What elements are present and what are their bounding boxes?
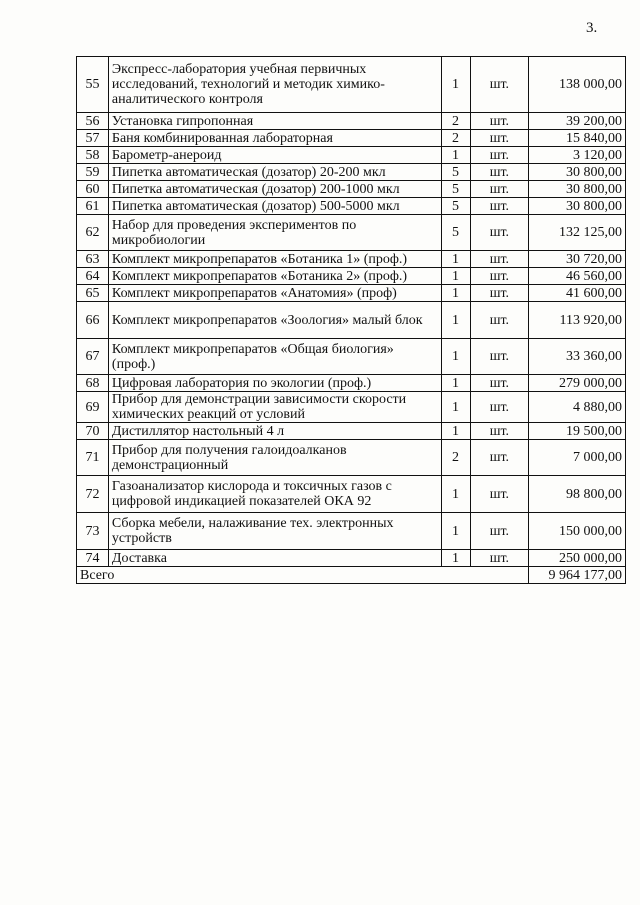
- row-number: 74: [77, 550, 109, 567]
- item-name: Комплект микропрепаратов «Зоология» малый блок: [108, 302, 441, 339]
- item-price: 250 000,00: [529, 550, 626, 567]
- table-row: [77, 513, 626, 550]
- item-quantity: 1: [441, 251, 470, 268]
- item-unit: шт.: [470, 423, 529, 440]
- table-row: [77, 268, 626, 285]
- item-price: 30 800,00: [529, 164, 626, 181]
- item-name: Прибор для демонстрации зависимости скорости химических реакций от условий: [108, 392, 441, 423]
- table-row: [77, 285, 626, 302]
- item-price: 15 840,00: [529, 130, 626, 147]
- item-name: Набор для проведения экспериментов по микробиологии: [108, 215, 441, 251]
- total-label: Всего: [77, 567, 529, 584]
- item-quantity: 1: [441, 57, 470, 113]
- row-number: 55: [77, 57, 109, 113]
- row-number: 72: [77, 476, 109, 513]
- item-unit: шт.: [470, 57, 529, 113]
- row-number: 69: [77, 392, 109, 423]
- item-quantity: 1: [441, 550, 470, 567]
- item-unit: шт.: [470, 476, 529, 513]
- page-number: 3.: [586, 20, 598, 36]
- item-price: 19 500,00: [529, 423, 626, 440]
- item-quantity: 1: [441, 339, 470, 375]
- item-quantity: 1: [441, 392, 470, 423]
- item-name: Пипетка автоматическая (дозатор) 20-200 мкл: [108, 164, 441, 181]
- row-number: 65: [77, 285, 109, 302]
- item-price: 279 000,00: [529, 375, 626, 392]
- item-name: Комплект микропрепаратов «Анатомия» (проф): [108, 285, 441, 302]
- item-name: Барометр-анероид: [108, 147, 441, 164]
- row-number: 61: [77, 198, 109, 215]
- item-unit: шт.: [470, 302, 529, 339]
- row-number: 62: [77, 215, 109, 251]
- row-number: 57: [77, 130, 109, 147]
- item-price: 33 360,00: [529, 339, 626, 375]
- item-name: Пипетка автоматическая (дозатор) 200-1000 мкл: [108, 181, 441, 198]
- item-name: Пипетка автоматическая (дозатор) 500-5000 мкл: [108, 198, 441, 215]
- item-price: 150 000,00: [529, 513, 626, 550]
- item-quantity: 5: [441, 181, 470, 198]
- item-price: 138 000,00: [529, 57, 626, 113]
- item-price: 30 800,00: [529, 181, 626, 198]
- row-number: 68: [77, 375, 109, 392]
- item-name: Доставка: [108, 550, 441, 567]
- table-row: [77, 198, 626, 215]
- item-quantity: 1: [441, 302, 470, 339]
- item-quantity: 1: [441, 147, 470, 164]
- item-unit: шт.: [470, 339, 529, 375]
- table-row: [77, 339, 626, 375]
- item-name: Дистиллятор настольный 4 л: [108, 423, 441, 440]
- row-number: 71: [77, 440, 109, 476]
- item-quantity: 1: [441, 423, 470, 440]
- item-unit: шт.: [470, 130, 529, 147]
- item-unit: шт.: [470, 513, 529, 550]
- item-name: Комплект микропрепаратов «Ботаника 2» (проф.): [108, 268, 441, 285]
- item-price: 41 600,00: [529, 285, 626, 302]
- table-row: [77, 550, 626, 567]
- row-number: 59: [77, 164, 109, 181]
- table-row: [77, 130, 626, 147]
- item-unit: шт.: [470, 550, 529, 567]
- table-row: [77, 181, 626, 198]
- row-number: 70: [77, 423, 109, 440]
- item-unit: шт.: [470, 375, 529, 392]
- row-number: 56: [77, 113, 109, 130]
- item-unit: шт.: [470, 215, 529, 251]
- table-row: [77, 423, 626, 440]
- item-quantity: 1: [441, 513, 470, 550]
- table-row: [77, 57, 626, 113]
- table-row: [77, 215, 626, 251]
- item-quantity: 2: [441, 440, 470, 476]
- item-unit: шт.: [470, 268, 529, 285]
- item-quantity: 1: [441, 375, 470, 392]
- total-row: [77, 567, 626, 584]
- item-name: Установка гипропонная: [108, 113, 441, 130]
- row-number: 58: [77, 147, 109, 164]
- table-row: [77, 147, 626, 164]
- item-quantity: 1: [441, 476, 470, 513]
- table-row: [77, 164, 626, 181]
- item-name: Комплект микропрепаратов «Общая биология» (проф.): [108, 339, 441, 375]
- row-number: 73: [77, 513, 109, 550]
- item-name: Комплект микропрепаратов «Ботаника 1» (проф.): [108, 251, 441, 268]
- item-price: 3 120,00: [529, 147, 626, 164]
- item-unit: шт.: [470, 181, 529, 198]
- item-unit: шт.: [470, 198, 529, 215]
- row-number: 64: [77, 268, 109, 285]
- item-unit: шт.: [470, 164, 529, 181]
- item-unit: шт.: [470, 113, 529, 130]
- table-row: [77, 375, 626, 392]
- table-row: [77, 440, 626, 476]
- item-quantity: 1: [441, 285, 470, 302]
- item-unit: шт.: [470, 147, 529, 164]
- table-row: [77, 251, 626, 268]
- row-number: 60: [77, 181, 109, 198]
- table-row: [77, 476, 626, 513]
- item-name: Газоанализатор кислорода и токсичных газов с цифровой индикацией показателей ОКА 92: [108, 476, 441, 513]
- item-quantity: 2: [441, 130, 470, 147]
- item-price: 30 800,00: [529, 198, 626, 215]
- item-name: Сборка мебели, налаживание тех. электронных устройств: [108, 513, 441, 550]
- item-quantity: 2: [441, 113, 470, 130]
- item-unit: шт.: [470, 251, 529, 268]
- item-unit: шт.: [470, 440, 529, 476]
- item-name: Прибор для получения галоидоалканов демонстрационный: [108, 440, 441, 476]
- item-quantity: 5: [441, 215, 470, 251]
- table-row: [77, 113, 626, 130]
- item-name: Цифровая лаборатория по экологии (проф.): [108, 375, 441, 392]
- item-unit: шт.: [470, 285, 529, 302]
- item-price: 98 800,00: [529, 476, 626, 513]
- item-quantity: 5: [441, 198, 470, 215]
- row-number: 66: [77, 302, 109, 339]
- item-price: 46 560,00: [529, 268, 626, 285]
- item-price: 30 720,00: [529, 251, 626, 268]
- table-row: [77, 392, 626, 423]
- row-number: 67: [77, 339, 109, 375]
- item-quantity: 1: [441, 268, 470, 285]
- item-price: 132 125,00: [529, 215, 626, 251]
- total-value: 9 964 177,00: [529, 567, 626, 584]
- row-number: 63: [77, 251, 109, 268]
- item-price: 4 880,00: [529, 392, 626, 423]
- item-price: 7 000,00: [529, 440, 626, 476]
- item-unit: шт.: [470, 392, 529, 423]
- item-name: Баня комбинированная лабораторная: [108, 130, 441, 147]
- item-price: 113 920,00: [529, 302, 626, 339]
- table-row: [77, 302, 626, 339]
- item-name: Экспресс-лаборатория учебная первичных исследований, технологий и методик химико-аналитического контроля: [108, 57, 441, 113]
- item-quantity: 5: [441, 164, 470, 181]
- item-price: 39 200,00: [529, 113, 626, 130]
- equipment-table: [76, 56, 626, 584]
